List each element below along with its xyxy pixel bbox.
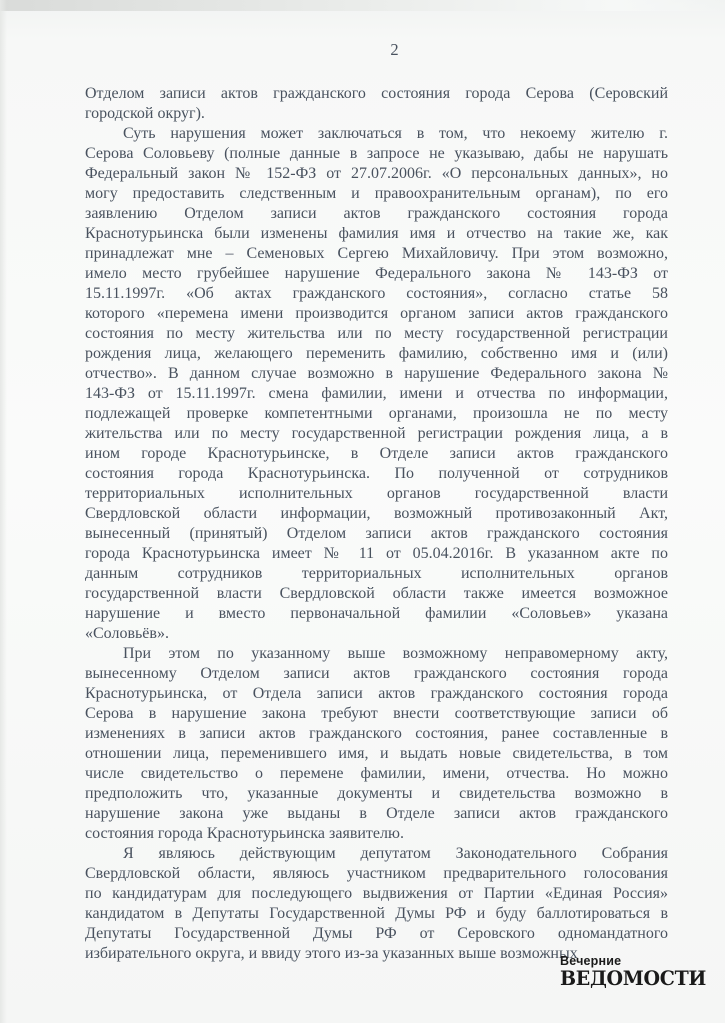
text-line: жительства или по месту государственной регистрации рождения лица, а в bbox=[85, 425, 668, 442]
text-line: государственной власти Свердловской области также имеется возможное bbox=[85, 585, 668, 602]
text-line: Свердловской области, являюсь участником предварительного голосования bbox=[85, 865, 668, 882]
text-line: территориальных исполнительных органов государственной власти bbox=[85, 485, 668, 502]
text-line: избирательного округа, и ввиду этого из-за указанных выше возможных bbox=[85, 945, 578, 962]
text-line: 15.11.1997г. «Об актах гражданского состояния», согласно статье 58 bbox=[85, 285, 668, 302]
watermark-line1: Вечерние bbox=[560, 954, 622, 968]
text-line: Краснотурьинска были изменены фамилия имя и отчество на такие же, как bbox=[85, 225, 668, 242]
text-line: заявлению Отделом записи актов гражданского состояния города bbox=[85, 205, 668, 222]
document-body bbox=[85, 84, 668, 964]
text-line: вынесенному Отделом записи актов гражданского состояния города bbox=[85, 665, 668, 682]
text-line: Серова в нарушение закона требуют внести соответствующие записи об bbox=[85, 705, 668, 722]
text-line: принадлежат мне – Семеновых Сергею Михайловичу. При этом возможно, bbox=[85, 245, 668, 262]
text-line: имело место грубейшее нарушение Федерального закона № 143-ФЗ от bbox=[85, 265, 668, 282]
text-line: вынесенный (принятый) Отделом записи актов гражданского состояния bbox=[85, 525, 668, 542]
text-line: числе свидетельство о перемене фамилии, имени, отчества. Но можно bbox=[85, 765, 668, 782]
text-line: рождения лица, желающего переменить фамилию, собственно имя и (или) bbox=[85, 345, 668, 362]
text-line: 143-ФЗ от 15.11.1997г. смена фамилии, имени и отчества по информации, bbox=[85, 385, 668, 402]
text-line: городской округ). bbox=[85, 105, 205, 122]
text-line: отчество». В данном случае возможно в нарушение Федерального закона № bbox=[85, 365, 668, 382]
text-line: Отделом записи актов гражданского состояния города Серова (Серовский bbox=[85, 85, 668, 102]
text-line: ином городе Краснотурьинске, в Отделе записи актов гражданского bbox=[85, 445, 668, 462]
text-line: которого «перемена имени производится органом записи актов гражданского bbox=[85, 305, 668, 322]
page-number: 2 bbox=[390, 40, 399, 59]
text-line: Краснотурьинска, от Отдела записи актов гражданского состояния города bbox=[85, 685, 668, 702]
text-line: Серова Соловьеву (полные данные в запросе не указываю, дабы не нарушать bbox=[85, 145, 668, 162]
text-line: изменениях в записи актов гражданского состояния, ранее составленные в bbox=[85, 725, 668, 742]
text-line: нарушение и вместо первоначальной фамилии «Соловьев» указана bbox=[85, 605, 668, 622]
scan-edge-left bbox=[0, 0, 7, 1023]
text-line: Я являюсь действующим депутатом Законодательного Собрания bbox=[123, 845, 668, 862]
text-line: состояния города Краснотурьинска заявителю. bbox=[85, 825, 404, 842]
scan-edge-top bbox=[0, 0, 725, 11]
text-line: Депутаты Государственной Думы РФ от Серовского одномандатного bbox=[85, 925, 668, 942]
text-line: Свердловской области информации, возможный противозаконный Акт, bbox=[85, 505, 668, 522]
vedomosti-watermark bbox=[560, 955, 706, 988]
text-line: могу предоставить следственным и правоохранительным органам), по его bbox=[85, 185, 668, 202]
text-line: отношении лица, переменившего имя, и выдать новые свидетельства, в том bbox=[85, 745, 668, 762]
text-line: по кандидатурам для последующего выдвижения от Партии «Единая Россия» bbox=[85, 885, 668, 902]
text-line: кандидатом в Депутаты Государственной Думы РФ и буду баллотироваться в bbox=[85, 905, 668, 922]
watermark-line2: ВЕДОМОСТИ bbox=[560, 966, 707, 990]
text-line: предположить что, указанные документы и свидетельства возможно в bbox=[85, 785, 668, 802]
text-line: Федеральный закон № 152-ФЗ от 27.07.2006г. «О персональных данных», но bbox=[85, 165, 668, 182]
text-line: данным сотрудников территориальных исполнительных органов bbox=[85, 565, 668, 582]
text-line: «Соловьёв». bbox=[85, 625, 169, 642]
text-line: состояния города Краснотурьинска. По полученной от сотрудников bbox=[85, 465, 668, 482]
text-line: города Краснотурьинска имеет № 11 от 05.04.2016г. В указанном акте по bbox=[85, 545, 668, 562]
text-line: Суть нарушения может заключаться в том, что некоему жителю г. bbox=[123, 125, 668, 142]
text-line: состояния по месту жительства или по месту государственной регистрации bbox=[85, 325, 668, 342]
text-line: нарушение закона уже выданы в Отделе записи актов гражданского bbox=[85, 805, 668, 822]
text-line: При этом по указанному выше возможному неправомерному акту, bbox=[123, 645, 668, 662]
text-line: подлежащей проверке компетентными органами, произошла не по месту bbox=[85, 405, 668, 422]
